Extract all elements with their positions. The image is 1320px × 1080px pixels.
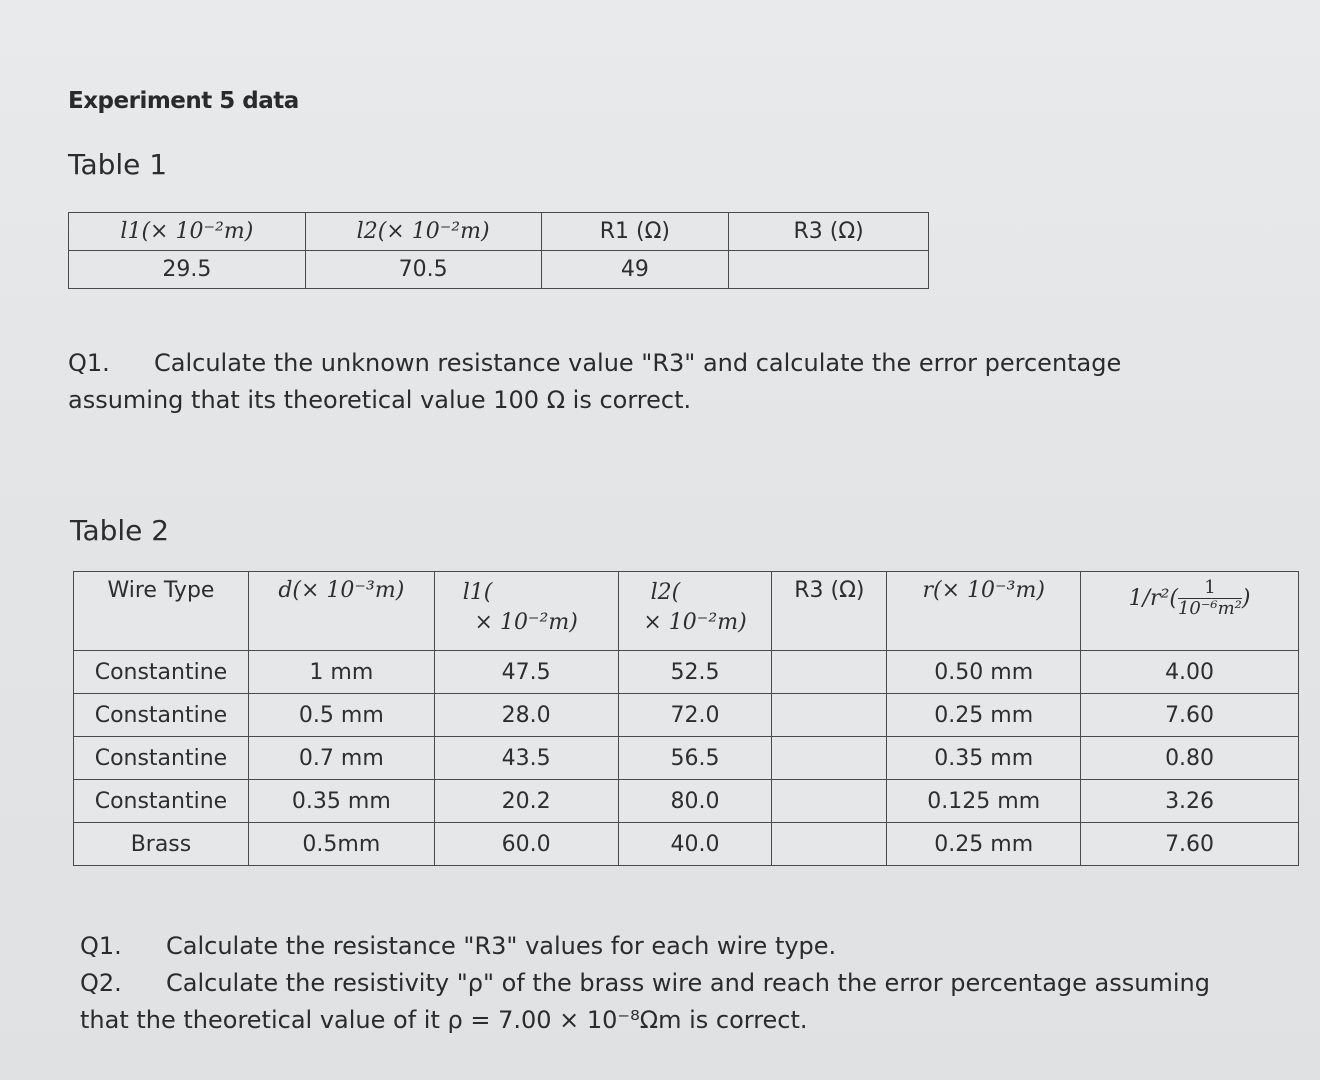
table2-cell-r3: [772, 737, 887, 780]
q1-block: [68, 345, 1121, 419]
table1-header-l1: l1(× 10⁻²m): [69, 213, 306, 251]
table2-cell-d: 0.7 mm: [248, 737, 434, 780]
table2-header-inv-r2: [1081, 572, 1299, 651]
table2-header-r3: R3 (Ω): [772, 572, 887, 651]
table2-row: [74, 694, 1299, 737]
table2-cell-inv-r2: 7.60: [1081, 823, 1299, 866]
table2-header-wire-type: Wire Type: [74, 572, 249, 651]
table2-cell-d: 0.35 mm: [248, 780, 434, 823]
table2-cell-r: 0.35 mm: [887, 737, 1081, 780]
table2-cell-d: 1 mm: [248, 651, 434, 694]
table2-cell-l2: 80.0: [618, 780, 772, 823]
table2-row: [74, 651, 1299, 694]
table2-cell-r3: [772, 780, 887, 823]
table2-cell-l2: 72.0: [618, 694, 772, 737]
table2-cell-inv-r2: 0.80: [1081, 737, 1299, 780]
table2-cell-l2: 52.5: [618, 651, 772, 694]
table1-header-row: [69, 213, 929, 251]
question-text: Calculate the resistivity "ρ" of the brass wire and reach the error percentage assuming: [166, 969, 1210, 997]
table2-cell-d: 0.5mm: [248, 823, 434, 866]
table2-cell-r: 0.50 mm: [887, 651, 1081, 694]
table2-cell-inv-r2: 7.60: [1081, 694, 1299, 737]
table2-header-d: d(× 10⁻³m): [248, 572, 434, 651]
table2-cell-l2: 56.5: [618, 737, 772, 780]
table1-cell-r1: 49: [541, 251, 729, 289]
q1-text-line1: Calculate the unknown resistance value "R3" and calculate the error percentage: [154, 349, 1122, 377]
table2-header-l2: [618, 572, 772, 651]
table2-cell-l2: 40.0: [618, 823, 772, 866]
table2-header-row: [74, 572, 1299, 651]
table2-cell-l1: 47.5: [434, 651, 618, 694]
inv-r2-prefix: 1/r²(: [1128, 586, 1178, 611]
table2-cell-r3: [772, 823, 887, 866]
table2-cell-wire: Constantine: [74, 780, 249, 823]
table2-header-l1-bottom: × 10⁻²m): [474, 610, 578, 635]
questions2-block: [80, 928, 1210, 1039]
question-text: Calculate the resistance "R3" values for each wire type.: [166, 932, 837, 960]
table1-cell-r3: [729, 251, 929, 289]
question-continuation: that the theoretical value of it ρ = 7.00 × 10⁻⁸Ωm is correct.: [80, 1006, 808, 1034]
table2-title: Table 2: [70, 514, 170, 547]
table2-cell-l1: 43.5: [434, 737, 618, 780]
table2-header-l2-bottom: × 10⁻²m): [643, 610, 747, 635]
q1-text-line2: assuming that its theoretical value 100 Ω is correct.: [68, 386, 692, 414]
document-heading: Experiment 5 data: [68, 88, 299, 114]
table2-cell-wire: Brass: [74, 823, 249, 866]
table2-cell-l1: 28.0: [434, 694, 618, 737]
table2-cell-r3: [772, 651, 887, 694]
table1-header-l2: l2(× 10⁻²m): [305, 213, 541, 251]
table2-cell-d: 0.5 mm: [248, 694, 434, 737]
question-number: Q2.: [80, 969, 122, 997]
table1: [68, 212, 929, 289]
table1-header-r3: R3 (Ω): [729, 213, 929, 251]
table2-cell-wire: Constantine: [74, 737, 249, 780]
table2-cell-inv-r2: 3.26: [1081, 780, 1299, 823]
inv-r2-numerator: 1: [1178, 578, 1242, 599]
table2-cell-inv-r2: 4.00: [1081, 651, 1299, 694]
table1-header-r1: R1 (Ω): [541, 213, 729, 251]
table2-cell-r: 0.25 mm: [887, 694, 1081, 737]
question-item: [80, 928, 1210, 965]
question-item: [80, 965, 1210, 1002]
table1-data-row: [69, 251, 929, 289]
table2-row: [74, 780, 1299, 823]
table2-cell-wire: Constantine: [74, 694, 249, 737]
inv-r2-fraction: [1178, 578, 1242, 619]
inv-r2-denominator: 10⁻⁶m²: [1177, 598, 1242, 619]
table2-header-l1: [434, 572, 618, 651]
table2-cell-l1: 60.0: [434, 823, 618, 866]
table2-header-l1-top: l1(: [462, 580, 493, 605]
question-number: Q1.: [80, 932, 122, 960]
table1-cell-l2: 70.5: [305, 251, 541, 289]
table1-title: Table 1: [68, 148, 168, 181]
table2: [73, 571, 1299, 866]
q1-number: Q1.: [68, 349, 110, 377]
table2-header-l2-top: l2(: [650, 580, 681, 605]
table2-header-r: r(× 10⁻³m): [887, 572, 1081, 651]
table2-cell-r: 0.25 mm: [887, 823, 1081, 866]
table1-cell-l1: 29.5: [69, 251, 306, 289]
table2-row: [74, 823, 1299, 866]
table2-cell-r3: [772, 694, 887, 737]
table2-cell-l1: 20.2: [434, 780, 618, 823]
table2-cell-wire: Constantine: [74, 651, 249, 694]
inv-r2-suffix: ): [1241, 586, 1251, 611]
table2-cell-r: 0.125 mm: [887, 780, 1081, 823]
table2-row: [74, 737, 1299, 780]
